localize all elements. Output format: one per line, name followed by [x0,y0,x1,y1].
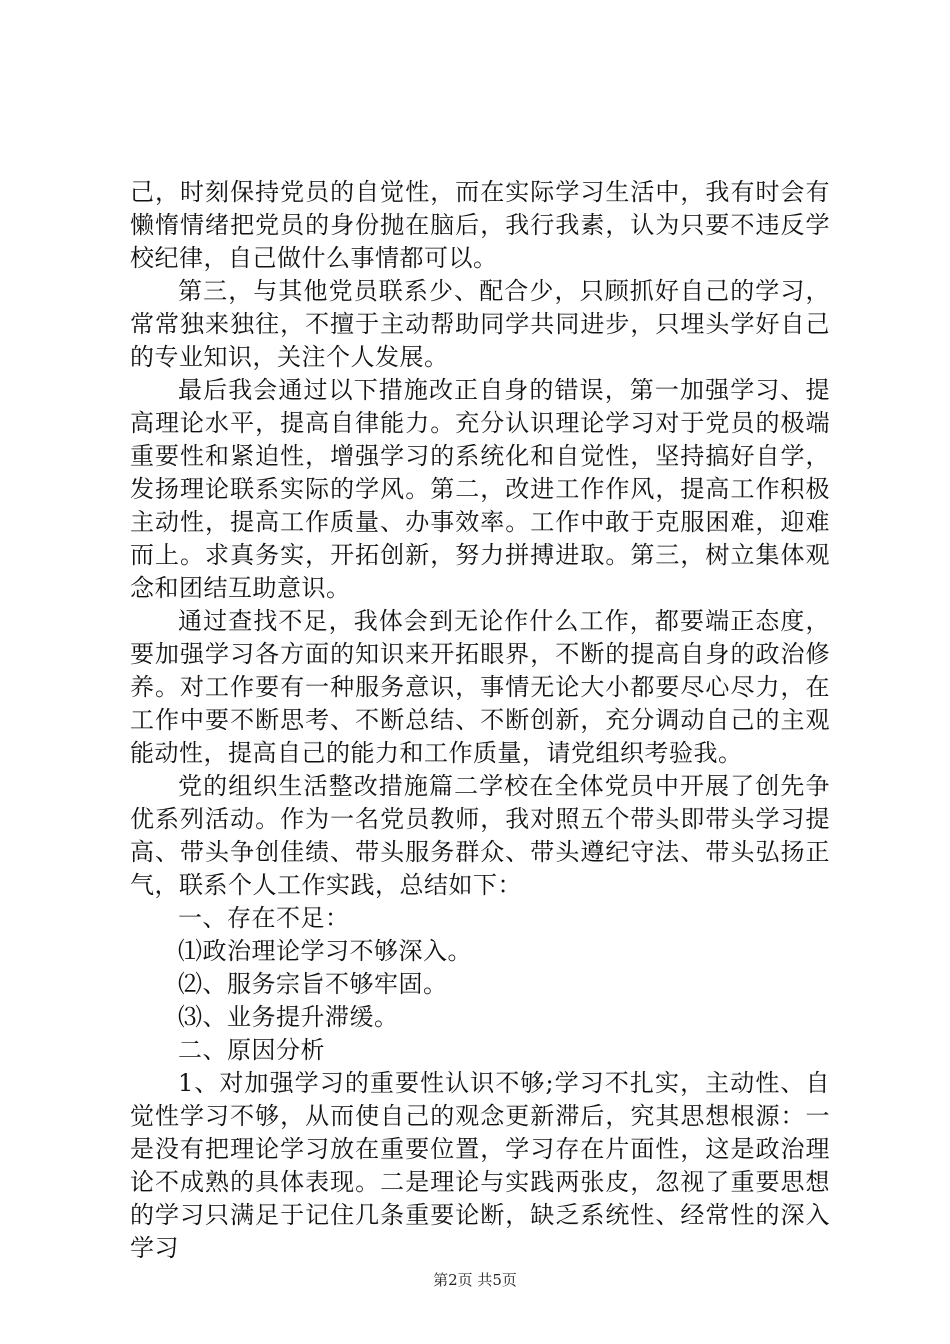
paragraph: 己，时刻保持党员的自觉性，而在实际学习生活中，我有时会有懒惰情绪把党员的身份抛在脑后，我行我素，认为只要不违反学校纪律，自己做什么事情都可以。 [130,178,830,272]
page-footer: 第2页 共5页 [433,1271,517,1289]
list-item: ⑶、业务提升滞缓。 [178,1003,399,1031]
document-body [130,176,830,1265]
paragraph: 第三，与其他党员联系少、配合少，只顾抓好自己的学习，常常独来独往，不擅于主动帮助同学共同进步，只埋头学好自己的专业知识，关注个人发展。 [130,277,830,371]
section-heading: 一、存在不足： [178,904,350,932]
paragraph: 通过查找不足，我体会到无论作什么工作，都要端正态度，要加强学习各方面的知识来开拓眼界，不断的提高自身的政治修养。对工作要有一种服务意识，事情无论大小都要尽心尽力，在工作中要不断思考、不断总结、不断创新，充分调动自己的主观能动性，提高自己的能力和工作质量，请党组织考验我。 [130,607,830,767]
list-item: ⑵、服务宗旨不够牢固。 [178,970,448,998]
list-item: ⑴政治理论学习不够深入。 [178,937,472,965]
paragraph: 党的组织生活整改措施篇二学校在全体党员中开展了创先争优系列活动。作为一名党员教师，我对照五个带头即带头学习提高、带头争创佳绩、带头服务群众、带头遵纪守法、带头弘扬正气，联系个人工作实践，总结如下： [130,772,830,899]
section-heading: 二、原因分析 [178,1036,325,1064]
paragraph: 最后我会通过以下措施改正自身的错误，第一加强学习、提高理论水平，提高自律能力。充分认识理论学习对于党员的极端重要性和紧迫性，增强学习的系统化和自觉性，坚持搞好自学，发扬理论联系实际的学风。第二，改进工作作风，提高工作积极主动性，提高工作质量、办事效率。工作中敢于克服困难，迎难而上。求真务实，开拓创新，努力拼搏进取。第三，树立集体观念和团结互助意识。 [130,376,830,602]
paragraph: 1、对加强学习的重要性认识不够;学习不扎实，主动性、自觉性学习不够，从而使自己的观念更新滞后，究其思想根源：一是没有把理论学习放在重要位置，学习存在片面性，这是政治理论不成熟的具体表现。二是理论与实践两张皮，忽视了重要思想的学习只满足于记住几条重要论断，缺乏系统性、经常性的深入学习 [130,1069,830,1262]
